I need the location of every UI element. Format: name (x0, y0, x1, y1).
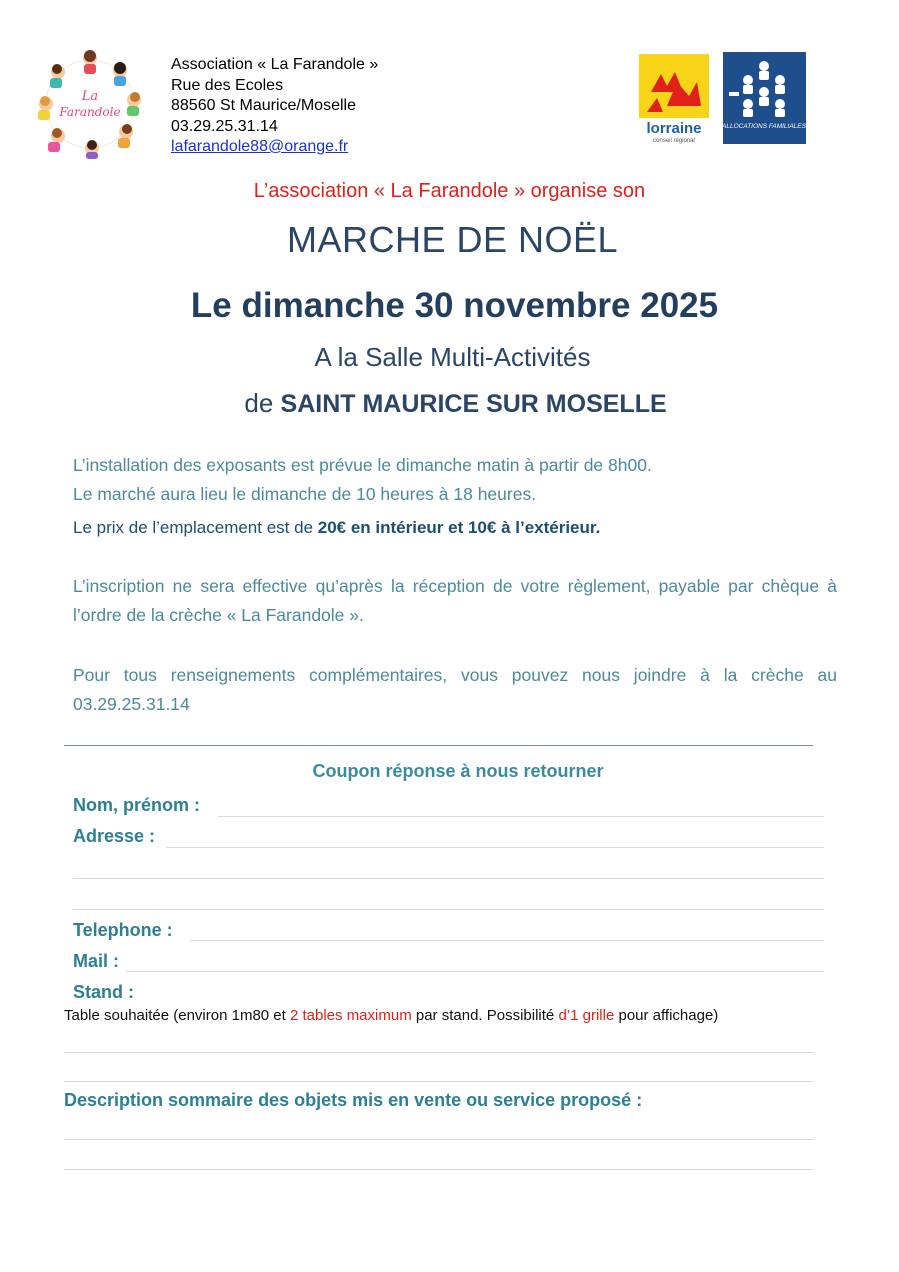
section-divider (64, 745, 813, 746)
mail-label: Mail : (73, 951, 120, 971)
description-label: Description sommaire des objets mis en vente ou service proposé : (64, 1090, 643, 1110)
market-hours-text: Le marché aura lieu le dimanche de 10 heures à 18 heures. (73, 484, 537, 504)
announcement-intro: L’association « La Farandole » organise son (253, 180, 646, 202)
address-field-line-3[interactable] (73, 909, 824, 910)
stand-desc-part3: pour affichage) (614, 1007, 719, 1024)
lorraine-region-logo (637, 52, 711, 144)
address-field-line-2[interactable] (73, 878, 824, 879)
venue-town-prefix: de (244, 388, 274, 418)
association-contact (171, 55, 378, 158)
address-field-line[interactable] (166, 847, 824, 848)
registration-text: L’inscription ne sera effective qu’après la réception de votre règlement, payable par chèque à l’ordre de la crèche « La Farandole ». (73, 576, 837, 625)
price-amounts: 20€ en intérieur et 10€ à l’extérieur. (317, 518, 601, 537)
association-phone: 03.29.25.31.14 (171, 117, 278, 135)
lorraine-logo-subtext: conseil régional (653, 138, 695, 144)
schedule-info (73, 451, 837, 509)
stand-field-line[interactable] (64, 1052, 814, 1053)
svg-text:Farandole: Farandole (59, 105, 121, 119)
stand-desc-part2: par stand. Possibilité (411, 1007, 559, 1024)
name-label: Nom, prénom : (73, 795, 201, 815)
install-time-text: L’installation des exposants est prévue le dimanche matin à partir de 8h00. (73, 455, 652, 475)
stand-desc-max-tables: 2 tables maximum (289, 1007, 412, 1024)
price-prefix: Le prix de l’emplacement est de (73, 518, 318, 537)
svg-text:La: La (81, 89, 99, 104)
page-title: MARCHE DE NOËL (286, 219, 619, 260)
caf-logo-text: ALLOCATIONS FAMILIALES (723, 123, 806, 130)
association-city: 88560 St Maurice/Moselle (171, 97, 356, 114)
name-field-line[interactable] (218, 816, 824, 817)
stand-desc-grille: d’1 grille (558, 1007, 615, 1024)
event-date: Le dimanche 30 novembre 2025 (190, 286, 719, 325)
telephone-label: Telephone : (73, 920, 173, 940)
description-field-line-2[interactable] (64, 1169, 814, 1170)
description-field-line[interactable] (64, 1139, 814, 1140)
stand-desc-part1: Table souhaitée (environ 1m80 et (64, 1007, 290, 1024)
venue-town (0, 388, 899, 419)
caf-logo (723, 52, 806, 144)
association-name: Association « La Farandole » (171, 56, 379, 73)
venue-hall: A la Salle Multi-Activités (314, 342, 591, 372)
mail-field-line[interactable] (126, 971, 824, 972)
coupon-title: Coupon réponse à nous retourner (312, 761, 604, 781)
price-text (73, 513, 837, 542)
stand-description (64, 1007, 718, 1024)
telephone-field-line[interactable] (190, 940, 824, 941)
stand-field-line-2[interactable] (64, 1081, 814, 1082)
association-email-link[interactable]: lafarandole88@orange.fr (171, 138, 349, 155)
lorraine-logo-text: lorraine (646, 120, 702, 137)
stand-label: Stand : (73, 982, 134, 1002)
contact-text: Pour tous renseignements complémentaires, vous pouvez nous joindre à la crèche au 03.29.25.31.14 (73, 665, 837, 714)
venue-town-name: SAINT MAURICE SUR MOSELLE (280, 390, 667, 418)
association-street: Rue des Ecoles (171, 76, 284, 94)
address-label: Adresse : (73, 826, 156, 846)
la-farandole-logo (34, 48, 146, 160)
